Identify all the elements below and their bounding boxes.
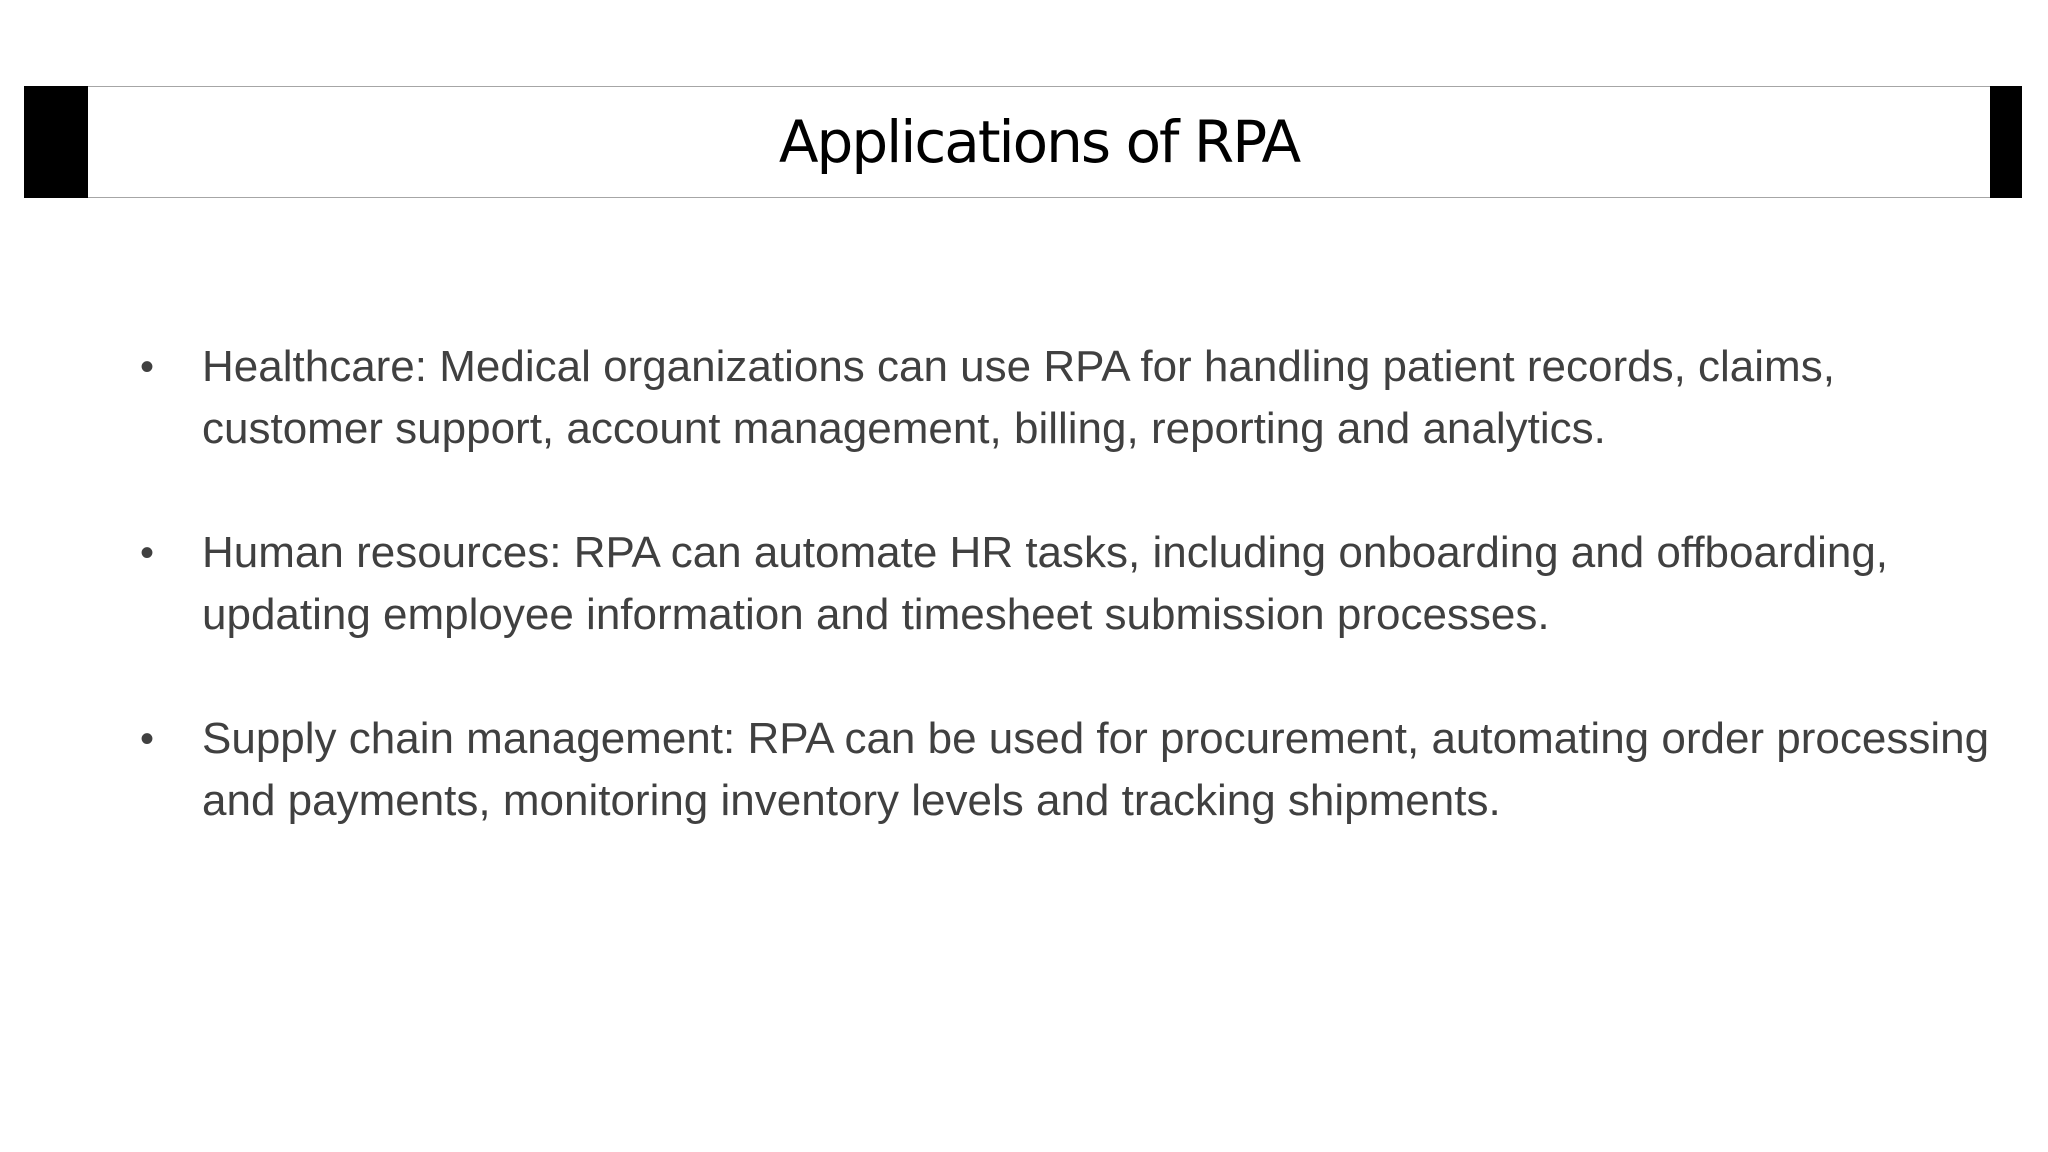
bullet-text: Supply chain management: RPA can be used for procurement, automating order processing and payments, monitoring inventory levels and tracking shipments. <box>202 714 1990 825</box>
bullet-point-icon: • <box>140 345 155 389</box>
title-accent-left <box>24 86 88 198</box>
title-accent-right <box>1990 86 2022 198</box>
bullet-point-icon: • <box>140 717 155 761</box>
bullet-item-healthcare <box>140 336 2000 460</box>
slide-title: Applications of RPA <box>778 108 1300 176</box>
bullet-text: Human resources: RPA can automate HR tasks, including onboarding and offboarding, updating employee information and timesheet submission processes. <box>202 528 1889 639</box>
bullet-list <box>140 336 2000 894</box>
bullet-item-human-resources <box>140 522 2000 646</box>
title-bar <box>24 86 2022 198</box>
bullet-text: Healthcare: Medical organizations can use RPA for handling patient records, claims, customer support, account management, billing, reporting and analytics. <box>202 342 1835 453</box>
bullet-item-supply-chain <box>140 708 2000 832</box>
bullet-point-icon: • <box>140 531 155 575</box>
